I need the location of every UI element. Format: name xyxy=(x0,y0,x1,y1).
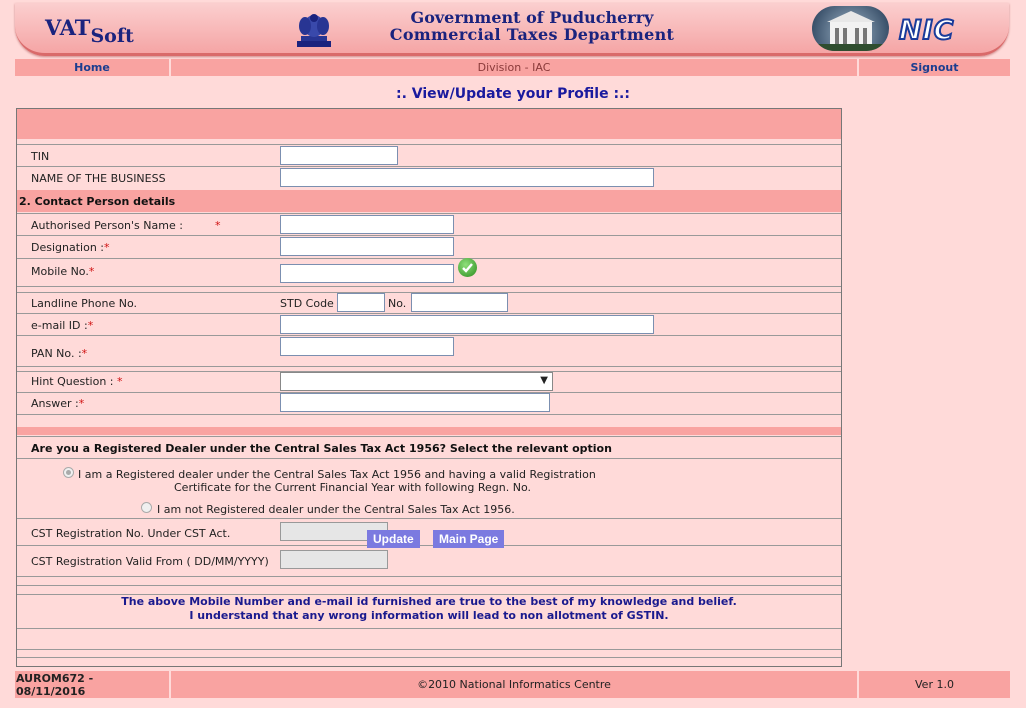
pan-input[interactable] xyxy=(280,337,454,356)
form-header-band xyxy=(17,109,841,139)
user-info: AUROM672 - 08/11/2016 xyxy=(15,671,169,698)
mobile-label: Mobile No.* xyxy=(31,265,95,278)
signout-link[interactable]: Signout xyxy=(910,61,959,74)
hint-question-select[interactable] xyxy=(280,372,553,391)
landline-label: Landline Phone No. xyxy=(31,297,138,310)
business-name-label: NAME OF THE BUSINESS xyxy=(31,172,166,185)
nav-home-cell xyxy=(15,59,169,76)
check-icon xyxy=(458,258,477,277)
cst-registered-option-text: I am a Registered dealer under the Central Sales Tax Act 1956 and having a valid Registration Certificate for the Current Financial Year with following Regn. No. xyxy=(78,468,596,494)
email-input[interactable] xyxy=(280,315,654,334)
cst-valid-from-input[interactable] xyxy=(280,550,388,569)
answer-label: Answer :* xyxy=(31,397,85,410)
email-label: e-mail ID :* xyxy=(31,319,94,332)
landline-number-input[interactable] xyxy=(411,293,508,312)
header-banner xyxy=(15,3,1009,56)
cst-valid-from-label: CST Registration Valid From ( DD/MM/YYYY) xyxy=(31,555,269,568)
std-code-label: STD Code xyxy=(280,297,334,310)
division-label: Division - IAC xyxy=(171,59,857,76)
state-emblem-icon xyxy=(291,8,337,50)
std-code-input[interactable] xyxy=(337,293,385,312)
chevron-down-icon: ▼ xyxy=(540,375,548,386)
main-page-button[interactable]: Main Page xyxy=(433,530,504,548)
page-title: :. View/Update your Profile :.: xyxy=(396,86,630,102)
building-logo-icon xyxy=(812,6,889,51)
authorised-name-label: Authorised Person's Name : * xyxy=(31,219,221,232)
business-name-input[interactable] xyxy=(280,168,654,187)
declaration-line-1: The above Mobile Number and e-mail id furnished are true to the best of my knowledge and belief. xyxy=(121,595,737,608)
cst-question: Are you a Registered Dealer under the Central Sales Tax Act 1956? Select the relevant option xyxy=(31,442,612,455)
tin-input[interactable] xyxy=(280,146,398,165)
hint-question-label: Hint Question : * xyxy=(31,375,123,388)
tin-label: TIN xyxy=(31,150,50,163)
cst-not-registered-option-text: I am not Registered dealer under the Central Sales Tax Act 1956. xyxy=(157,503,515,516)
copyright-text: ©2010 National Informatics Centre xyxy=(171,671,857,698)
department-title: Government of Puducherry Commercial Taxes Department xyxy=(389,8,675,44)
version-text: Ver 1.0 xyxy=(859,671,1010,698)
home-link[interactable]: Home xyxy=(74,61,110,74)
cst-regno-label: CST Registration No. Under CST Act. xyxy=(31,527,231,540)
designation-label: Designation :* xyxy=(31,241,110,254)
cst-not-registered-radio[interactable] xyxy=(141,502,152,513)
landline-no-label: No. xyxy=(388,297,407,310)
cst-registered-radio[interactable] xyxy=(63,467,74,478)
designation-input[interactable] xyxy=(280,237,454,256)
pan-label: PAN No. :* xyxy=(31,347,88,360)
authorised-name-input[interactable] xyxy=(280,215,454,234)
mobile-input[interactable] xyxy=(280,264,454,283)
nic-logo: NIC xyxy=(899,15,955,46)
declaration-line-2: I understand that any wrong information will lead to non allotment of GSTIN. xyxy=(189,609,669,622)
vatsoft-logo: $VAT_{Soft}$ xyxy=(45,15,134,47)
cst-divider-band xyxy=(17,427,841,435)
answer-input[interactable] xyxy=(280,393,550,412)
profile-form xyxy=(16,108,842,667)
update-button[interactable]: Update xyxy=(367,530,420,548)
contact-section-heading: 2. Contact Person details xyxy=(19,195,176,208)
nav-signout-cell xyxy=(859,59,1010,76)
